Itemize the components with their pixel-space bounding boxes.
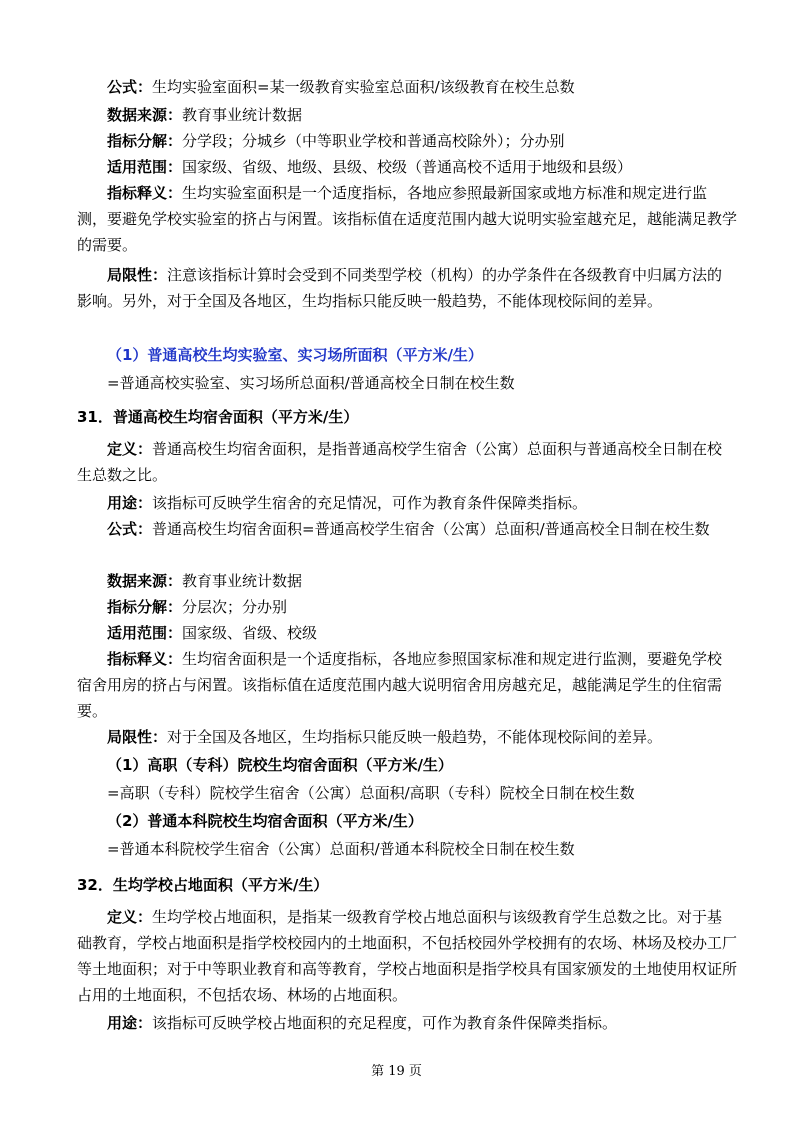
def-text: 普通高校生均宿舍面积，是指普通高校学生宿舍（公寓）总面积与普通高校全日制在校生总数之比。	[77, 440, 723, 484]
s31-definition	[77, 436, 737, 488]
formula-label: 公式：	[107, 520, 153, 538]
use-label: 用途：	[107, 494, 153, 512]
breakdown-text: 分学段；分城乡（中等职业学校和普通高校除外）；分办别	[182, 132, 565, 150]
s31-sub2-formula: =普通本科院校学生宿舍（公寓）总面积/普通本科院校全日制在校生数	[107, 840, 575, 858]
s31-sub2-title: （2）普通本科院校生均宿舍面积（平方米/生）	[107, 812, 423, 830]
s31-sub1-title: （1）高职（专科）院校生均宿舍面积（平方米/生）	[107, 756, 453, 774]
s30-scope	[77, 154, 737, 180]
interp-text: 生均宿舍面积是一个适度指标，各地应参照国家标准和规定进行监测，要避免学校宿舍用房的挤占与闲置。该指标值在适度范围内越大说明宿舍用房越充足，越能满足学生的住宿需要。	[77, 650, 723, 720]
s30-sub1-formula: =普通高校实验室、实习场所总面积/普通高校全日制在校生数	[107, 374, 515, 392]
source-label: 数据来源：	[107, 572, 183, 590]
s30-source	[77, 102, 737, 128]
scope-label: 适用范围：	[107, 158, 183, 176]
source-label: 数据来源：	[107, 106, 183, 124]
s32-use	[77, 1010, 737, 1036]
s32-definition	[77, 904, 737, 1008]
page-number: 第 19 页	[371, 1064, 422, 1079]
breakdown-text: 分层次；分办别	[182, 598, 288, 616]
scope-text: 国家级、省级、校级	[182, 624, 318, 642]
scope-text: 国家级、省级、地级、县级、校级（普通高校不适用于地级和县级）	[182, 158, 633, 176]
s31-scope	[77, 620, 737, 646]
source-text: 教育事业统计数据	[182, 572, 303, 590]
def-text: 生均学校占地面积，是指某一级教育学校占地总面积与该级教育学生总数之比。对于基础教育，学校占地面积是指学校校园内的土地面积，不包括校园外学校拥有的农场、林场及校办工厂等土地面积；对于中等职业教育和高等教育，学校占地面积是指学校具有国家颁发的土地使用权证所占用的土地面积，不包括农场、林场的占地面积。	[77, 908, 738, 1004]
scope-label: 适用范围：	[107, 624, 183, 642]
s31-source	[77, 568, 737, 594]
limit-text: 注意该指标计算时会受到不同类型学校（机构）的办学条件在各级教育中归属方法的影响。另外，对于全国及各地区，生均指标只能反映一般趋势，不能体现校际间的差异。	[77, 266, 723, 310]
section-32-heading: 32．生均学校占地面积（平方米/生）	[77, 876, 329, 894]
s31-limitation	[77, 724, 737, 750]
s31-sub1-formula: =高职（专科）院校学生宿舍（公寓）总面积/高职（专科）院校全日制在校生数	[107, 784, 635, 802]
s30-breakdown	[77, 128, 737, 154]
s31-use	[77, 490, 737, 516]
limit-label: 局限性：	[107, 728, 168, 746]
section-31-heading: 31．普通高校生均宿舍面积（平方米/生）	[77, 408, 359, 426]
s30-formula	[77, 74, 737, 100]
limit-label: 局限性：	[107, 266, 168, 284]
use-label: 用途：	[107, 1014, 153, 1032]
s31-interpretation	[77, 646, 737, 724]
use-text: 该指标可反映学生宿舍的充足情况，可作为教育条件保障类指标。	[152, 494, 588, 512]
interp-label: 指标释义：	[107, 650, 183, 668]
s31-breakdown	[77, 594, 737, 620]
s30-limitation	[77, 262, 737, 314]
def-label: 定义：	[107, 440, 153, 458]
s30-interpretation	[77, 180, 737, 258]
formula-text: 普通高校生均宿舍面积=普通高校学生宿舍（公寓）总面积/普通高校全日制在校生数	[152, 520, 710, 538]
s30-sub1-title: （1）普通高校生均实验室、实习场所面积（平方米/生）	[107, 346, 483, 364]
interp-text: 生均实验室面积是一个适度指标，各地应参照最新国家或地方标准和规定进行监测，要避免学校实验室的挤占与闲置。该指标值在适度范围内越大说明实验室越充足，越能满足教学的需要。	[77, 184, 738, 254]
breakdown-label: 指标分解：	[107, 598, 183, 616]
interp-label: 指标释义：	[107, 184, 183, 202]
use-text: 该指标可反映学校占地面积的充足程度，可作为教育条件保障类指标。	[152, 1014, 618, 1032]
formula-text: 生均实验室面积=某一级教育实验室总面积/该级教育在校生总数	[152, 78, 575, 96]
formula-label: 公式：	[107, 78, 153, 96]
source-text: 教育事业统计数据	[182, 106, 303, 124]
def-label: 定义：	[107, 908, 153, 926]
s31-formula	[77, 516, 737, 542]
breakdown-label: 指标分解：	[107, 132, 183, 150]
limit-text: 对于全国及各地区，生均指标只能反映一般趋势，不能体现校际间的差异。	[167, 728, 663, 746]
